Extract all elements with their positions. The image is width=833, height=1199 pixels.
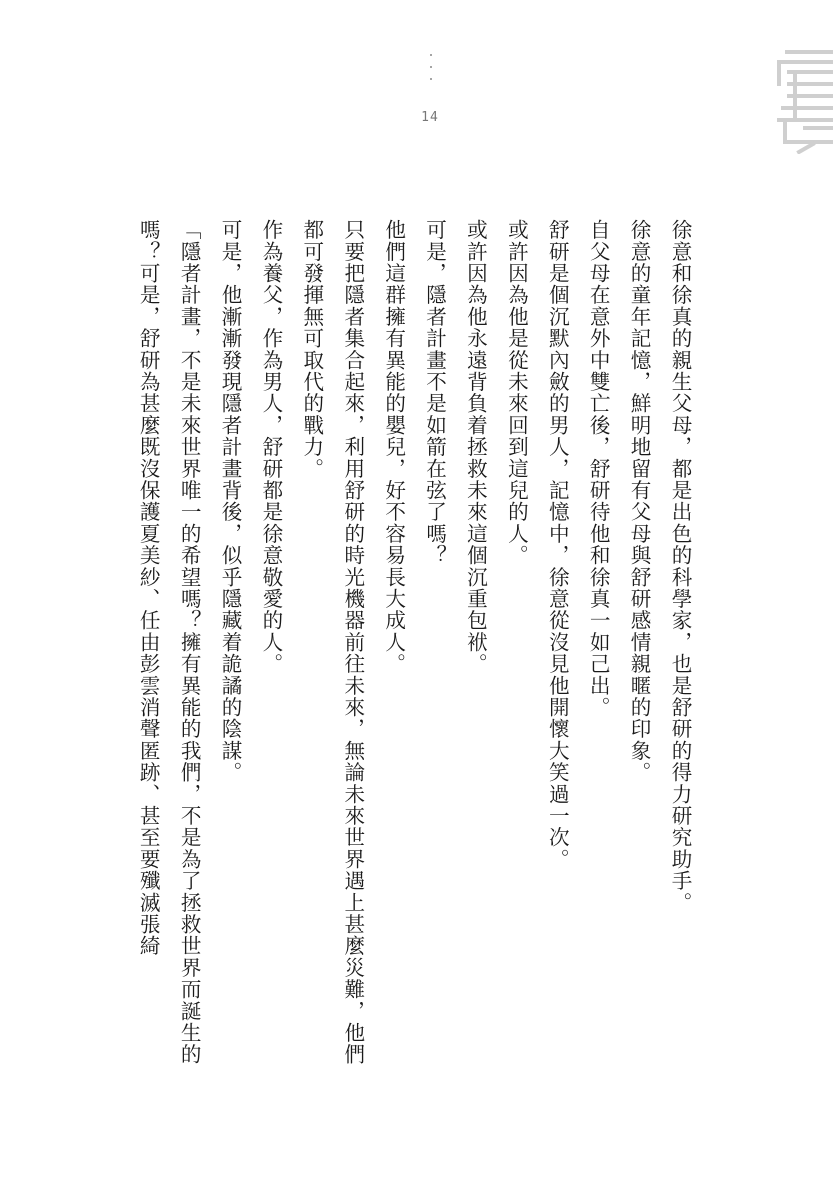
ornament-dot <box>430 66 432 68</box>
paragraph: 徐意的童年記憶，鮮明地留有父母與舒研感情親暱的印象。 <box>627 219 652 784</box>
body-text-vertical <box>127 219 700 1069</box>
paragraph: 「隱者計畫，不是未來世界唯一的希望嗎？擁有異能的我們，不是為了拯救世界而誕生的嗎？可是，舒研為甚麼既沒保護夏美紗、任由彭雲消聲匿跡、甚至要殲滅張綺 <box>136 219 202 1066</box>
calligraphy-glyph-fragment-icon <box>775 44 833 154</box>
paragraph: 只要把隱者集合起來，利用舒研的時光機器前往未來，無論未來世界遇上甚麼災難，他們都可發揮無可取代的戰力。 <box>299 219 365 1066</box>
header-ornament-dots <box>424 54 438 80</box>
paragraph: 舒研是個沉默內斂的男人，記憶中，徐意從沒見他開懷大笑過一次。 <box>545 219 570 870</box>
paragraph: 徐意和徐真的親生父母，都是出色的科學家，也是舒研的得力研究助手。 <box>668 219 692 914</box>
paragraph: 自父母在意外中雙亡後，舒研待他和徐真一如己出。 <box>586 219 611 719</box>
paragraph: 可是，隱者計畫不是如箭在弦了嗎？ <box>422 219 447 567</box>
page-number: 14 <box>421 110 439 125</box>
paragraph: 或許因為他永遠背負着拯救未來這個沉重包袱。 <box>463 219 488 675</box>
paragraph: 可是，他漸漸發現隱者計畫背後，似乎隱藏着詭譎的陰謀。 <box>218 219 243 784</box>
paragraph: 或許因為他是從未來回到這兒的人。 <box>504 219 529 567</box>
paragraph: 作為養父，作為男人，舒研都是徐意敬愛的人。 <box>258 219 283 675</box>
ornament-dot <box>430 78 432 80</box>
ornament-dot <box>430 54 432 56</box>
paragraph: 他們這群擁有異能的嬰兒，好不容易長大成人。 <box>381 219 406 675</box>
